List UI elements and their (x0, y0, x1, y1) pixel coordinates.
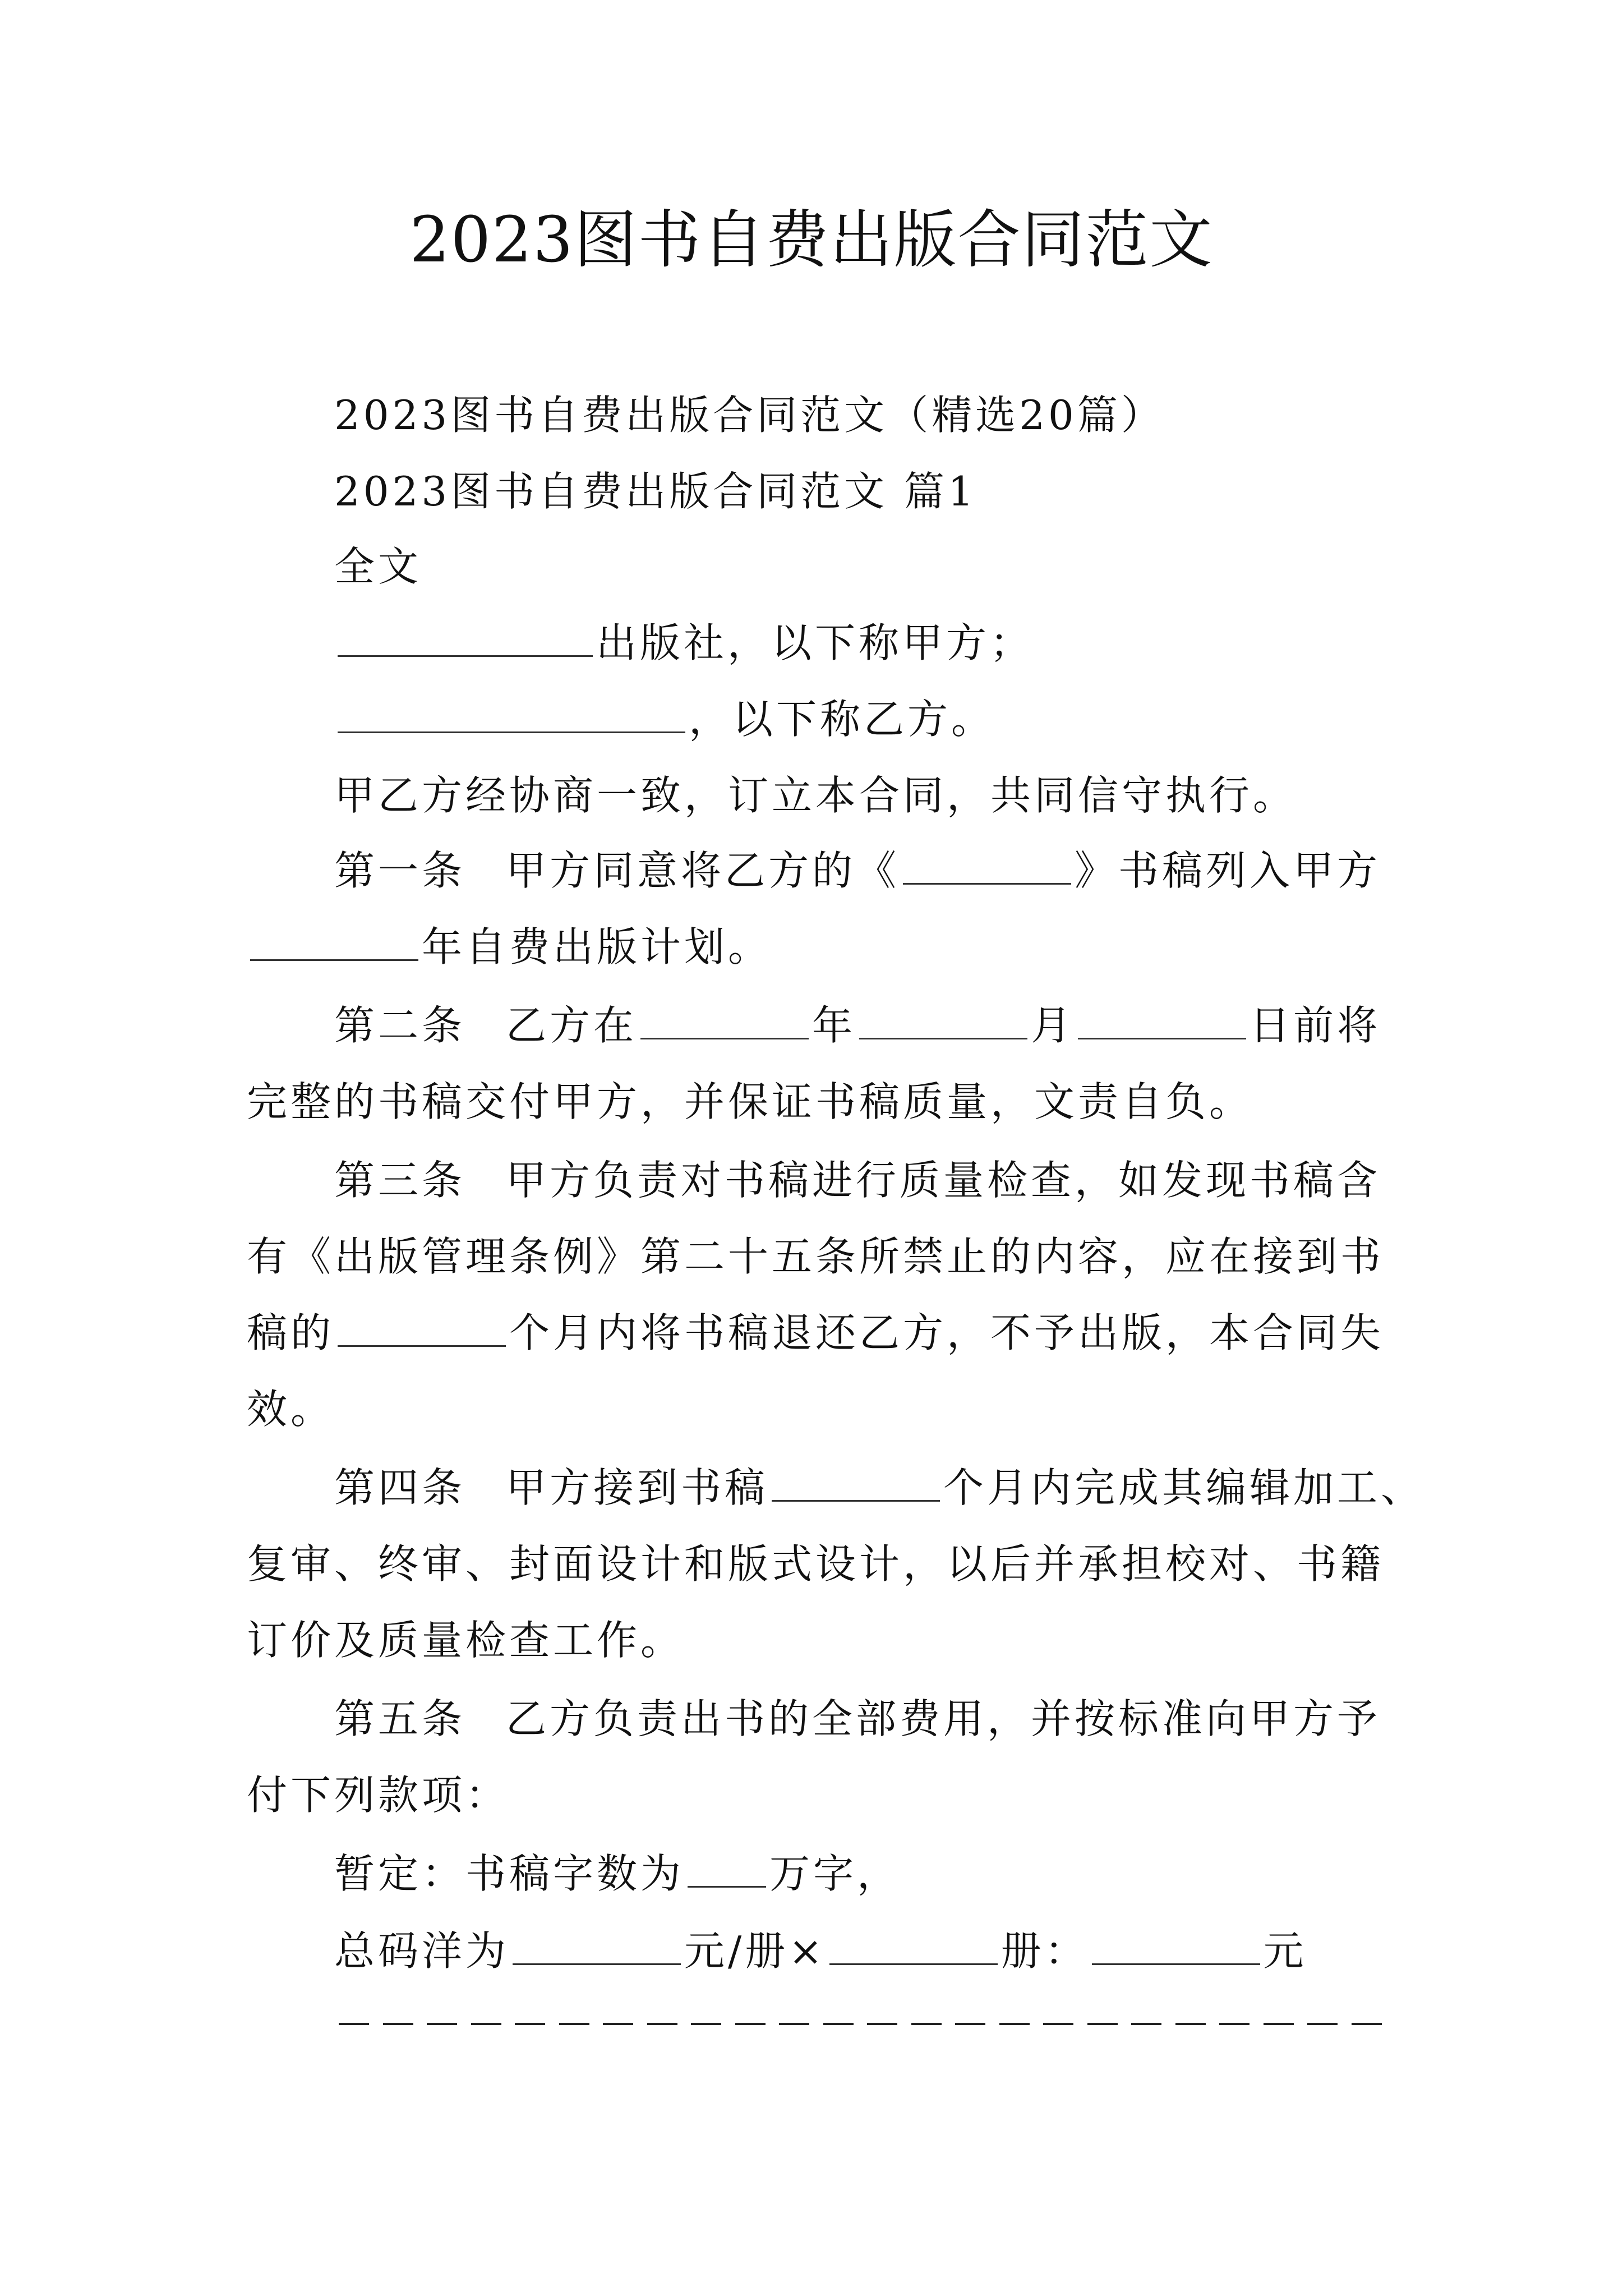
article-4-line-3: 订价及质量检查工作。 (247, 1617, 685, 1664)
total-price-blank (513, 1924, 681, 1965)
dash-segment (779, 2023, 809, 2025)
total-text-d: 元 (1263, 1927, 1307, 1975)
article-4-label: 第四条 (334, 1464, 466, 1511)
article-1-text-c: 年自费出版计划。 (422, 923, 772, 970)
article-3-text-c: 稿的 (247, 1309, 335, 1356)
total-text-b: 元/册× (684, 1927, 826, 1975)
article-3-text-d: 个月内将书稿退还乙方，不予出版，本合同失 (509, 1309, 1385, 1356)
dash-segment (603, 2023, 633, 2025)
article-2-text-a: 乙方在 (506, 1002, 638, 1049)
dash-segment (735, 2023, 766, 2025)
party-a-text: 出版社，以下称甲方； (596, 619, 1034, 666)
section-heading: 2023图书自费出版合同范文 篇1 (334, 468, 977, 515)
dash-segment (427, 2023, 457, 2025)
article-4-text-a: 甲方接到书稿 (506, 1464, 769, 1511)
article-1-book-blank (903, 844, 1071, 885)
dash-segment (999, 2023, 1030, 2025)
article-2-label: 第二条 (334, 1002, 466, 1049)
dash-segment (1307, 2023, 1338, 2025)
article-1-label: 第一条 (334, 847, 466, 894)
dash-segment (559, 2023, 589, 2025)
dash-segment (339, 2023, 369, 2025)
article-2-month-blank (859, 999, 1027, 1039)
party-b-line (334, 691, 995, 747)
article-3-months-blank (338, 1306, 506, 1347)
party-b-blank (338, 692, 685, 733)
dash-segment (955, 2023, 985, 2025)
dash-segment (867, 2023, 897, 2025)
article-3-line-1 (334, 1152, 1381, 1208)
dash-segment (1131, 2023, 1161, 2025)
dash-segment (691, 2023, 721, 2025)
dash-segment (911, 2023, 942, 2025)
article-3-line-4: 效。 (247, 1386, 335, 1433)
dash-segment (1264, 2023, 1294, 2025)
article-4-line-2: 复审、终审、封面设计和版式设计，以后并承担校对、书籍 (247, 1540, 1385, 1588)
agreement-line: 甲乙方经协商一致，订立本合同，共同信守执行。 (334, 772, 1297, 819)
dash-segment (471, 2023, 501, 2025)
article-4-months-blank (772, 1461, 940, 1502)
full-text-label: 全文 (334, 543, 422, 590)
dash-segment (515, 2023, 545, 2025)
article-1-year-blank (250, 920, 418, 961)
article-2-text-b: 年 (812, 1002, 856, 1049)
article-4-line-1 (334, 1460, 1424, 1516)
dash-segment (1043, 2023, 1073, 2025)
article-2-text-c: 月 (1031, 1002, 1075, 1049)
article-3-label: 第三条 (334, 1157, 466, 1204)
dash-segment (1175, 2023, 1206, 2025)
article-5-line-1 (334, 1691, 1381, 1747)
total-text-a: 总码洋为 (334, 1927, 510, 1975)
article-5-text-a: 乙方负责出书的全部费用，并按标准向甲方予 (506, 1695, 1381, 1742)
dash-segment (383, 2023, 413, 2025)
party-b-text: ，以下称乙方。 (689, 696, 995, 743)
dash-segment (823, 2023, 854, 2025)
article-1-line-2 (247, 919, 772, 975)
article-5-line-2: 付下列款项： (247, 1772, 510, 1819)
article-5-label: 第五条 (334, 1695, 466, 1742)
article-3-line-2: 有《出版管理条例》第二十五条所禁止的内容，应在接到书 (247, 1233, 1385, 1280)
estimate-line (334, 1846, 901, 1902)
total-amount-blank (1092, 1924, 1260, 1965)
document-title: 2023图书自费出版合同范文 (409, 204, 1214, 277)
dash-segment (1352, 2023, 1382, 2025)
dashed-separator (339, 2023, 1382, 2025)
estimate-words-blank (688, 1847, 766, 1888)
article-4-text-b: 个月内完成其编辑加工、 (943, 1464, 1425, 1511)
party-a-blank (338, 616, 593, 657)
article-1-text-b: 》书稿列入甲方 (1075, 847, 1381, 894)
dash-segment (1087, 2023, 1118, 2025)
dash-segment (647, 2023, 677, 2025)
article-2-line-2: 完整的书稿交付甲方，并保证书稿质量，文责自负。 (247, 1078, 1253, 1125)
article-1-text-a: 甲方同意将乙方的《 (506, 847, 900, 894)
article-3-text-a: 甲方负责对书稿进行质量检查，如发现书稿含 (506, 1157, 1381, 1204)
document-subtitle: 2023图书自费出版合同范文（精选20篇） (334, 392, 1165, 439)
total-copies-blank (829, 1924, 998, 1965)
article-2-line-1 (334, 997, 1381, 1053)
dash-segment (1219, 2023, 1249, 2025)
article-2-day-blank (1078, 999, 1246, 1039)
estimate-text-b: 万字， (769, 1850, 901, 1897)
total-text-c: 册： (1000, 1927, 1089, 1975)
article-1-line-1 (334, 843, 1381, 899)
article-2-year-blank (640, 999, 809, 1039)
article-2-text-d: 日前将 (1249, 1002, 1381, 1049)
total-line (334, 1923, 1307, 1979)
article-3-line-3 (247, 1305, 1384, 1361)
estimate-text-a: 暂定：书稿字数为 (334, 1850, 685, 1897)
party-a-line (334, 615, 1034, 671)
